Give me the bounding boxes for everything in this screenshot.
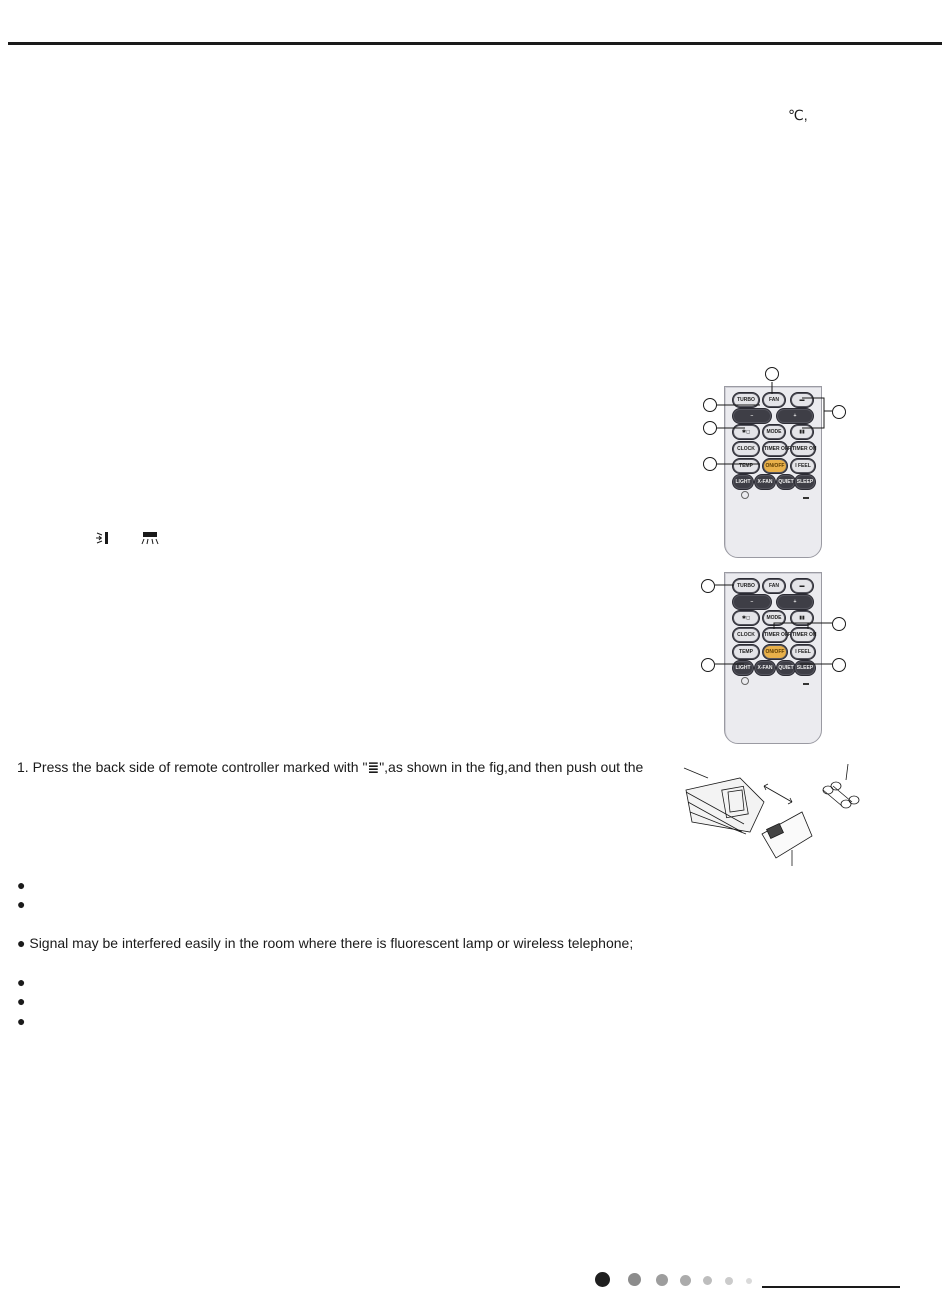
page-indicator-dot-active — [595, 1272, 610, 1287]
timer-off-button: TIMER OFF — [763, 442, 787, 456]
page-indicator-dot — [680, 1275, 691, 1286]
callout-lines — [700, 575, 845, 675]
temp-button: TEMP — [733, 459, 759, 473]
battery-step-1-text: 1. Press the back side of remote controller marked with " — [17, 759, 368, 775]
sleep-button: SLEEP — [795, 661, 815, 675]
temperature-unit-text: ℃, — [788, 107, 808, 123]
battery-mark — [803, 683, 809, 685]
onoff-button: ON/OFF — [763, 459, 787, 473]
page-indicator-dot — [628, 1273, 641, 1286]
page-indicator-dot — [746, 1278, 752, 1284]
vertical-swing-icon: ▮▮ — [799, 429, 805, 435]
temp-plus-button: + — [777, 409, 813, 423]
health-icon: ✱◻ — [741, 615, 751, 621]
turbo-button: TURBO — [733, 393, 759, 407]
bullet-marker: ● — [17, 877, 26, 893]
page-indicator-dot — [703, 1276, 712, 1285]
light-button: LIGHT — [733, 661, 753, 675]
temp-button: TEMP — [733, 645, 759, 659]
indicator-led — [741, 677, 749, 685]
battery-mark — [803, 497, 809, 499]
xfan-button: X-FAN — [755, 475, 775, 489]
signal-note — [17, 934, 633, 952]
temp-minus-button: − — [733, 595, 771, 609]
battery-cover-icon: ≣ — [367, 759, 380, 775]
temp-plus-button: + — [777, 595, 813, 609]
bullet-marker: ● — [17, 993, 26, 1009]
health-icon: ✱◻ — [741, 429, 751, 435]
battery-installation-figure — [684, 762, 864, 866]
bullet-marker: ● — [17, 974, 26, 990]
sleep-button: SLEEP — [795, 475, 815, 489]
page-indicator-dot — [656, 1274, 668, 1286]
mode-button: MODE — [763, 611, 785, 625]
quiet-button: QUIET — [777, 475, 795, 489]
temp-minus-button: − — [733, 409, 771, 423]
clock-button: CLOCK — [733, 442, 759, 456]
swing-icon: ▬ — [799, 397, 805, 403]
xfan-button: X-FAN — [755, 661, 775, 675]
footer-rule — [762, 1286, 900, 1288]
battery-step-1 — [17, 758, 643, 776]
quiet-button: QUIET — [777, 661, 795, 675]
bullet-marker: ● — [17, 935, 30, 951]
ifeel-button: I FEEL — [791, 459, 815, 473]
clock-button: CLOCK — [733, 628, 759, 642]
bullet-marker: ● — [17, 1013, 26, 1029]
indicator-led — [741, 491, 749, 499]
onoff-button: ON/OFF — [763, 645, 787, 659]
swing-icon: ▬ — [799, 583, 805, 589]
signal-note-text: Signal may be interfered easily in the room where there is fluorescent lamp or wireless telephone; — [29, 935, 634, 951]
header-rule — [8, 42, 942, 45]
airflow-indicator-icon — [140, 530, 160, 546]
fan-button: FAN — [763, 393, 785, 407]
bullet-marker: ● — [17, 896, 26, 912]
ifeel-button: I FEEL — [791, 645, 815, 659]
light-button: LIGHT — [733, 475, 753, 489]
heat-indicator-icon — [95, 530, 111, 546]
callout-lines — [700, 370, 845, 470]
timer-on-button: TIMER ON — [791, 628, 815, 642]
mode-button: MODE — [763, 425, 785, 439]
timer-on-button: TIMER ON — [791, 442, 815, 456]
battery-step-1-text-cont: ",as shown in the fig,and then push out the — [379, 759, 644, 775]
timer-off-button: TIMER OFF — [763, 628, 787, 642]
vertical-swing-icon: ▮▮ — [799, 615, 805, 621]
fan-button: FAN — [763, 579, 785, 593]
page-indicator-dot — [725, 1277, 733, 1285]
turbo-button: TURBO — [733, 579, 759, 593]
